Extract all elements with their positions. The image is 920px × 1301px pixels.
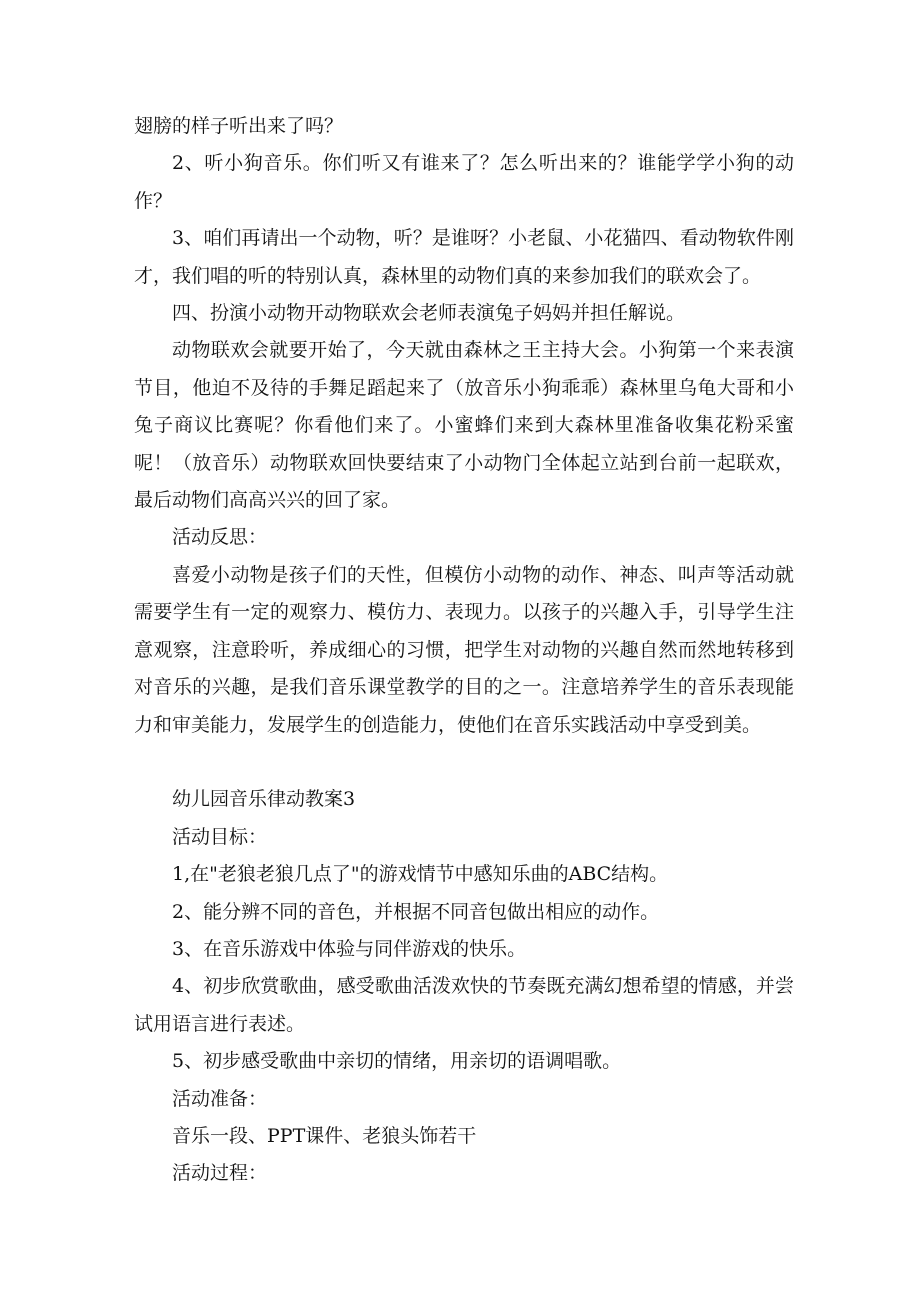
- section-label: 活动准备：: [172, 1087, 268, 1110]
- paragraph: 音乐一段、PPT课件、老狼头饰若干: [172, 1124, 477, 1147]
- paragraph: 翅膀的样子听出来了吗？: [134, 115, 344, 137]
- list-item: 2、能分辨不同的音色，并根据不同音包做出相应的动作。: [172, 900, 660, 923]
- paragraph: 四、扮演小动物开动物联欢会老师表演兔子妈妈并担任解说。: [172, 302, 686, 325]
- section-label: 活动目标：: [172, 825, 268, 848]
- document-body: [134, 108, 794, 1193]
- list-item: 1,在"老狼老狼几点了"的游戏情节中感知乐曲的ABC结构。: [172, 863, 669, 886]
- list-item: 3、在音乐游戏中体验与同伴游戏的快乐。: [172, 937, 527, 960]
- list-item: 4、初步欣赏歌曲，感受歌曲活泼欢快的节奏既充满幻想希望的情感，并尝试用语言进行表述。: [134, 975, 794, 1035]
- list-item: 5、初步感受歌曲中亲切的情绪，用亲切的语调唱歌。: [172, 1050, 622, 1073]
- section-title: 幼儿园音乐律动教案3: [172, 788, 356, 811]
- paragraph: 喜爱小动物是孩子们的天性，但模仿小动物的动作、神态、叫声等活动就需要学生有一定的观察力、模仿力、表现力。以孩子的兴趣入手，引导学生注意观察，注意聆听，养成细心的习惯，把学生对动物的兴趣自然而然地转移到对音乐的兴趣，是我们音乐课堂教学的目的之一。注意培养学生的音乐表现能力和审美能力，发展学生的创造能力，使他们在音乐实践活动中享受到美。: [134, 563, 794, 736]
- paragraph: 动物联欢会就要开始了，今天就由森林之王主持大会。小狗第一个来表演节目，他迫不及待的手舞足蹈起来了（放音乐小狗乖乖）森林里乌龟大哥和小兔子商议比赛呢？你看他们来了。小蜜蜂们来到大森林里准备收集花粉采蜜呢！（放音乐）动物联欢回快要结束了小动物门全体起立站到台前一起联欢，最后动物们高高兴兴的回了家。: [134, 339, 794, 512]
- section-label: 活动反思：: [172, 526, 268, 549]
- paragraph: 2、听小狗音乐。你们听又有谁来了？怎么听出来的？谁能学学小狗的动作？: [134, 152, 794, 212]
- blank-line: [134, 744, 794, 781]
- paragraph: 3、咱们再请出一个动物，听？是谁呀？小老鼠、小花猫四、看动物软件刚才，我们唱的听的特别认真，森林里的动物们真的来参加我们的联欢会了。: [134, 227, 794, 287]
- section-label: 活动过程：: [172, 1162, 268, 1185]
